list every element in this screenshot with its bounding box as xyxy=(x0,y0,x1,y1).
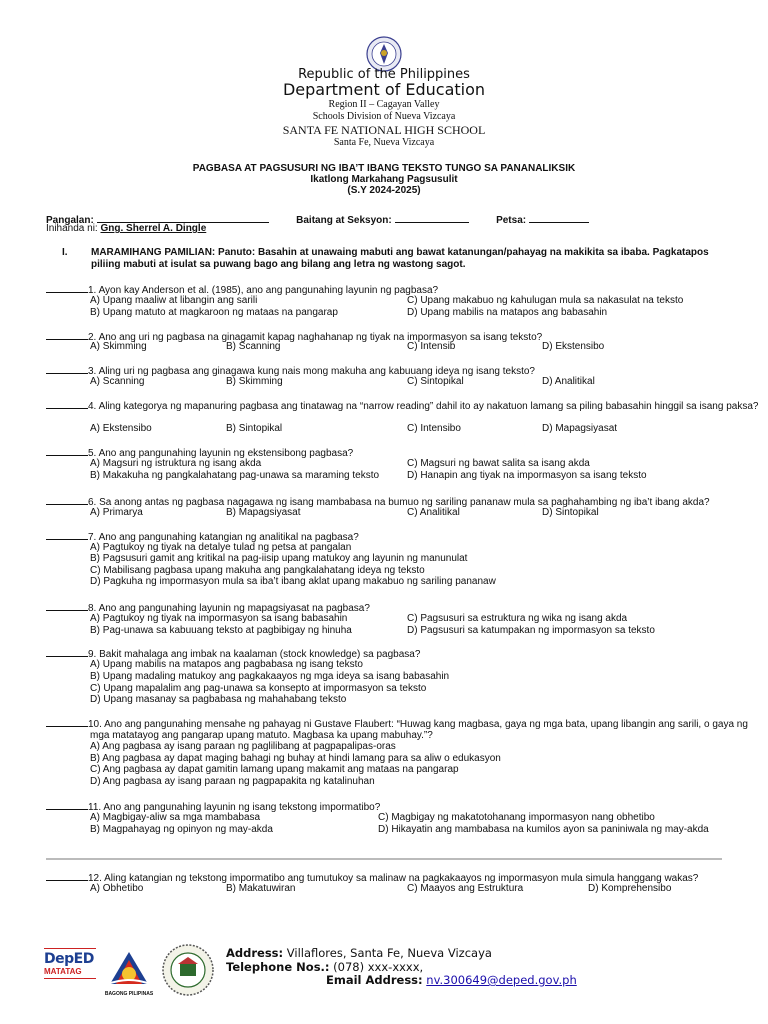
answer-option: A) Scanning xyxy=(90,376,145,387)
answer-option: B) Scanning xyxy=(226,341,281,352)
section-number: I. xyxy=(62,247,68,258)
answer-blank[interactable] xyxy=(46,399,88,409)
question-stem: 3. Aling uri ng pagbasa ang ginagawa kung nais mong makuha ang kabuuang ideya ng isang teksto? xyxy=(88,366,535,377)
section-field[interactable] xyxy=(395,212,469,223)
answer-option: C) Pagsusuri sa estruktura ng wika ng isang akda xyxy=(407,613,628,624)
answer-option: D) Hanapin ang tiyak na impormasyon sa isang teksto xyxy=(407,470,647,481)
answer-option: A) Pagtukoy ng tiyak na detalye tulad ng petsa at pangalan xyxy=(90,542,352,553)
prepared-label: Inihanda ni: xyxy=(46,223,98,234)
question-3 xyxy=(46,364,726,377)
answer-blank[interactable] xyxy=(46,446,88,456)
deped-matatag-logo: DepED MATATAG xyxy=(44,948,96,992)
answer-option: D) Pagkuha ng impormasyon mula sa iba’t ibang aklat upang makabuo ng sariling pananaw xyxy=(90,576,496,587)
answer-option: B) Upang matuto at magkaroon ng mataas na pangarap xyxy=(90,307,338,318)
teacher-name: Gng. Sherrel A. Dingle xyxy=(100,223,207,234)
question-stem: 8. Ano ang pangunahing layunin ng mapagsiyasat na pagbasa? xyxy=(88,603,370,614)
answer-option: C) Magsuri ng bawat salita sa isang akda xyxy=(407,458,590,469)
answer-option: C) Intensib xyxy=(407,341,456,352)
answer-option: A) Upang mabilis na matapos ang pagbabasa ng isang teksto xyxy=(90,659,363,670)
answer-option: B) Pagsusuri gamit ang kritikal na pag-iisip upang matukoy ang layunin ng manunulat xyxy=(90,553,468,564)
answer-blank[interactable] xyxy=(46,364,88,374)
republic-heading: Republic of the Philippines xyxy=(298,67,470,82)
footer-phone: Telephone Nos.: (078) xxx-xxxx, xyxy=(226,960,424,974)
answer-option: B) Pag-unawa sa kabuuang teksto at pagbibigay ng hinuha xyxy=(90,625,352,636)
answer-option: C) Upang mapalalim ang pag-unawa sa konsepto at impormasyon sa teksto xyxy=(90,683,427,694)
answer-option: B) Makatuwiran xyxy=(226,883,296,894)
answer-option: D) Ekstensibo xyxy=(542,341,605,352)
question-stem: 7. Ano ang pangunahing katangian ng analitikal na pagbasa? xyxy=(88,532,359,543)
answer-option: A) Primarya xyxy=(90,507,143,518)
date-label: Petsa: xyxy=(496,215,527,226)
answer-option: B) Magpahayag ng opinyon ng may-akda xyxy=(90,824,273,835)
question-10 xyxy=(46,717,768,741)
answer-blank[interactable] xyxy=(46,283,88,293)
answer-blank[interactable] xyxy=(46,495,88,505)
answer-option: A) Ang pagbasa ay isang paraan ng paglilibang at pagpapalipas-oras xyxy=(90,741,396,752)
bagong-pilipinas-logo: BAGONG PILIPINAS xyxy=(104,948,154,998)
instructions-text: MARAMIHANG PAMILIAN: Panuto: Basahin at unawaing mabuti ang bawat katanungan/pahayag na makikita sa ibaba. Pagkatapos piliing mabuti at isulat sa puwang bago ang bilang ang letra ng wastong sagot. xyxy=(91,247,709,270)
answer-option: D) Mapagsiyasat xyxy=(542,423,618,434)
answer-option: A) Magbigay-aliw sa mga mambabasa xyxy=(90,812,261,823)
question-stem: 1. Ayon kay Anderson et al. (1985), ano ang pangunahing layunin ng pagbasa? xyxy=(88,285,439,296)
answer-option: D) Analitikal xyxy=(542,376,595,387)
answer-blank[interactable] xyxy=(46,601,88,611)
answer-option: B) Ang pagbasa ay dapat maging bahagi ng buhay at hindi lamang para sa aliw o edukasyon xyxy=(90,753,501,764)
answer-blank[interactable] xyxy=(46,717,88,727)
answer-option: C) Sintopikal xyxy=(407,376,464,387)
question-2 xyxy=(46,330,726,343)
exam-title: PAGBASA AT PAGSUSURI NG IBA’T IBANG TEKSTO TUNGO SA PANANALIKSIK xyxy=(192,163,576,174)
answer-option: D) Hikayatin ang mambabasa na kumilos ayon sa paniniwala ng may-akda xyxy=(378,824,709,835)
footer-address: Address: Villaflores, Santa Fe, Nueva Vizcaya xyxy=(226,946,492,960)
answer-option: D) Ang pagbasa ay isang paraan ng pagpapakita ng katalinuhan xyxy=(90,776,375,787)
question-stem: 4. Aling kategorya ng mapanuring pagbasa ang tinatawag na “narrow reading” dahil ito ay nakatuon lamang sa piling babasahin hinggil sa isang paksa? xyxy=(88,401,759,412)
name-field[interactable] xyxy=(97,212,269,223)
region-label: Region II – Cagayan Valley xyxy=(328,99,440,110)
answer-option: B) Skimming xyxy=(226,376,283,387)
question-stem: 5. Ano ang pangunahing layunin ng ekstensibong pagbasa? xyxy=(88,448,354,459)
division-label: Schools Division of Nueva Vizcaya xyxy=(312,111,456,122)
department-heading: Department of Education xyxy=(282,80,486,99)
school-seal-icon xyxy=(162,944,214,996)
answer-option: A) Ekstensibo xyxy=(90,423,152,434)
email-link[interactable]: nv.300649@deped.gov.ph xyxy=(426,973,577,987)
bagong-pilipinas-icon xyxy=(104,948,154,988)
answer-option: B) Sintopikal xyxy=(226,423,283,434)
answer-blank[interactable] xyxy=(46,647,88,657)
answer-option: A) Magsuri ng istruktura ng isang akda xyxy=(90,458,262,469)
answer-option: D) Komprehensibo xyxy=(588,883,672,894)
question-stem: 6. Sa anong antas ng pagbasa nagagawa ng isang mambabasa na bumuo ng sariling pananaw mula sa paghahambing ng iba’t ibang akda? xyxy=(88,497,710,508)
answer-blank[interactable] xyxy=(46,530,88,540)
school-name: SANTA FE NATIONAL HIGH SCHOOL xyxy=(282,123,486,137)
question-stem: 12. Aling katangian ng tekstong impormatibo ang tumutukoy sa malinaw na pagkakaayos ng impormasyon mula simula hanggang wakas? xyxy=(88,873,699,884)
answer-option: C) Maayos ang Estruktura xyxy=(407,883,524,894)
answer-option: D) Sintopikal xyxy=(542,507,599,518)
answer-option: A) Obhetibo xyxy=(90,883,144,894)
answer-option: C) Ang pagbasa ay dapat gamitin lamang upang makamit ang mataas na pangarap xyxy=(90,764,459,775)
name-label: Pangalan: xyxy=(46,215,94,226)
footer-email: Email Address: nv.300649@deped.gov.ph xyxy=(326,973,577,987)
answer-option: C) Analitikal xyxy=(407,507,460,518)
prepared-by xyxy=(46,223,206,234)
school-year: (S.Y 2024-2025) xyxy=(347,185,421,196)
answer-option: A) Pagtukoy ng tiyak na impormasyon sa isang babasahin xyxy=(90,613,348,624)
answer-option: B) Upang madaling matukoy ang pagkakaayos ng mga ideya sa isang babasahin xyxy=(90,671,450,682)
answer-option: D) Upang masanay sa pagbabasa ng mahahabang teksto xyxy=(90,694,347,705)
exam-subtitle: Ikatlong Markahang Pagsusulit xyxy=(310,174,458,185)
answer-option: C) Magbigay ng makatotohanang impormasyon nang obhetibo xyxy=(378,812,655,823)
school-town: Santa Fe, Nueva Vizcaya xyxy=(333,137,435,148)
question-stem: 2. Ano ang uri ng pagbasa na ginagamit kapag naghahanap ng tiyak na impormasyon sa isang teksto? xyxy=(88,332,543,343)
answer-option: D) Upang mabilis na matapos ang babasahin xyxy=(407,307,608,318)
answer-blank[interactable] xyxy=(46,330,88,340)
answer-option: C) Mabilisang pagbasa upang makuha ang pangkalahatang ideya ng teksto xyxy=(90,565,425,576)
answer-option: B) Mapagsiyasat xyxy=(226,507,301,518)
answer-blank[interactable] xyxy=(46,871,88,881)
date-field[interactable] xyxy=(529,212,589,223)
question-stem: 10. Ano ang pangunahing mensahe ng pahayag ni Gustave Flaubert: “Huwag kang magbasa, gaya ng mga bata, upang libangin ang sarili, o gaya ng mga matatayog ang pangarap upang matuto. Magbasa ka upang mabuhay.”? xyxy=(88,719,748,741)
answer-option: A) Skimming xyxy=(90,341,147,352)
section-label: Baitang at Seksyon: xyxy=(296,215,392,226)
answer-option: A) Upang maaliw at libangin ang sarili xyxy=(90,295,258,306)
answer-option: C) Intensibo xyxy=(407,423,461,434)
answer-option: B) Makakuha ng pangkalahatang pag-unawa sa maraming teksto xyxy=(90,470,380,481)
question-4 xyxy=(46,399,768,412)
answer-option: D) Pagsusuri sa katumpakan ng impormasyon sa teksto xyxy=(407,625,655,636)
question-stem: 9. Bakit mahalaga ang imbak na kaalaman (stock knowledge) sa pagbasa? xyxy=(88,649,421,660)
answer-option: C) Upang makabuo ng kahulugan mula sa nakasulat na teksto xyxy=(407,295,684,306)
divider xyxy=(46,858,722,860)
answer-blank[interactable] xyxy=(46,800,88,810)
question-6 xyxy=(46,495,726,508)
question-stem: 11. Ano ang pangunahing layunin ng isang tekstong impormatibo? xyxy=(88,802,381,813)
